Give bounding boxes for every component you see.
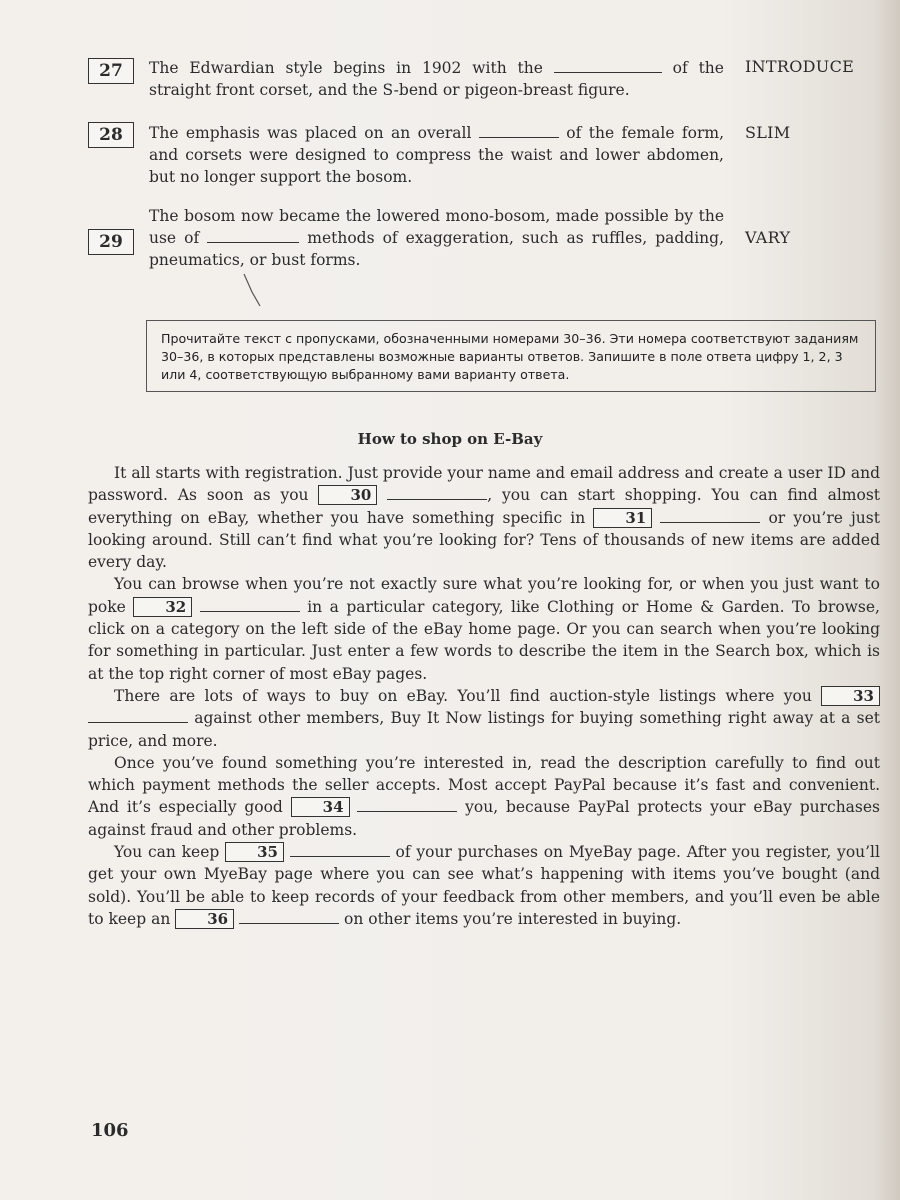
source-word: VARY bbox=[745, 228, 791, 247]
gap-number-36: 36 bbox=[175, 909, 234, 929]
source-word: SLIM bbox=[745, 123, 791, 142]
task-28 bbox=[88, 122, 878, 188]
task-text-after: methods of exaggeration, such as ruffles, padding, pneumatics, or bust forms. bbox=[149, 229, 724, 269]
gap-number-31: 31 bbox=[593, 508, 652, 528]
passage-text: in a particular category, like Clothing or Home & Garden. To browse, click on a category on the left side of the eBay home page. Or you can search when you’re looking for something in particular. Just enter a few words to describe the item in the Search box, which is at the top right corner of most eBay pages. bbox=[88, 597, 880, 683]
task-text bbox=[149, 205, 724, 271]
answer-gap bbox=[239, 911, 339, 924]
answer-gap bbox=[554, 58, 662, 73]
gap-number-34: 34 bbox=[291, 797, 350, 817]
task-text-before: The bosom now became the lowered mono-bosom, made possible by the use of bbox=[149, 207, 724, 247]
passage-text: on other items you’re interested in buying. bbox=[344, 909, 682, 928]
gap-number-30: 30 bbox=[318, 485, 377, 505]
task-text-after: of the female form, and corsets were designed to compress the waist and lower abdomen, but no longer support the bosom. bbox=[149, 124, 724, 186]
instruction-box: Прочитайте текст с пропусками, обозначенными номерами 30–36. Эти номера соответствуют заданиям 30–36, в которых представлены возможные варианты ответов. Запишите в поле ответа цифру 1, 2, 3 или 4, соответствующую выбранному вами варианту ответа. bbox=[146, 320, 876, 392]
task-29 bbox=[88, 205, 878, 271]
passage-text: Once you’ve found something you’re interested in, read the description carefully to find out which payment methods the seller accepts. Most accept PayPal because it’s fast and convenient. And it’s especially good bbox=[88, 753, 880, 817]
source-word: INTRODUCE bbox=[745, 57, 855, 76]
task-27 bbox=[88, 57, 878, 105]
passage-text: It all starts with registration. Just provide your name and email address and create a user ID and password. As soon as you bbox=[88, 464, 880, 505]
task-number-box: 27 bbox=[88, 58, 134, 84]
paragraph bbox=[88, 462, 880, 573]
answer-gap bbox=[207, 228, 299, 243]
answer-gap bbox=[357, 799, 457, 812]
paragraph bbox=[88, 573, 880, 684]
task-text bbox=[149, 122, 724, 188]
passage-heading: How to shop on E-Bay bbox=[357, 430, 543, 448]
answer-gap bbox=[290, 844, 390, 857]
answer-gap bbox=[88, 710, 188, 723]
task-text-before: The Edwardian style begins in 1902 with the bbox=[149, 59, 543, 77]
passage-text: , you can start shopping. You can find almost everything on eBay, whether you have something specific in bbox=[88, 486, 881, 527]
paragraph bbox=[88, 841, 880, 930]
answer-gap bbox=[479, 123, 559, 138]
paragraph bbox=[88, 752, 880, 841]
gap-number-33: 33 bbox=[821, 686, 880, 706]
gap-number-32: 32 bbox=[133, 597, 192, 617]
passage-text: There are lots of ways to buy on eBay. You’ll find auction-style listings where you bbox=[114, 686, 812, 705]
answer-gap bbox=[387, 487, 487, 500]
passage-text: You can keep bbox=[114, 843, 220, 862]
answer-gap bbox=[200, 599, 300, 612]
pen-mark-icon bbox=[240, 272, 270, 312]
task-number-box: 29 bbox=[88, 229, 134, 255]
gap-number-35: 35 bbox=[225, 842, 284, 862]
task-number-box: 28 bbox=[88, 122, 134, 148]
answer-gap bbox=[660, 510, 760, 523]
task-text bbox=[149, 57, 724, 101]
passage-text: of your purchases on MyeBay page. After you register, you’ll get your own MyeBay page where you can see what’s happening with items you’ve bought (and sold). You’ll be able to keep records of your feedback from other members, and you’ll even be able to keep an bbox=[88, 843, 880, 928]
passage-text: you, because PayPal protects your eBay purchases against fraud and other problems. bbox=[88, 798, 881, 839]
page-number: 106 bbox=[91, 1120, 129, 1141]
reading-passage bbox=[88, 462, 880, 930]
paragraph bbox=[88, 685, 880, 752]
passage-text: You can browse when you’re not exactly sure what you’re looking for, or when you just want to poke bbox=[88, 575, 880, 616]
task-text-after: of the straight front corset, and the S-bend or pigeon-breast figure. bbox=[149, 59, 724, 99]
passage-text: against other members, Buy It Now listings for buying something right away at a set price, and more. bbox=[88, 709, 880, 750]
passage-text: or you’re just looking around. Still can’t find what you’re looking for? Tens of thousands of new items are added every day. bbox=[88, 508, 880, 572]
task-text-before: The emphasis was placed on an overall bbox=[149, 124, 472, 142]
